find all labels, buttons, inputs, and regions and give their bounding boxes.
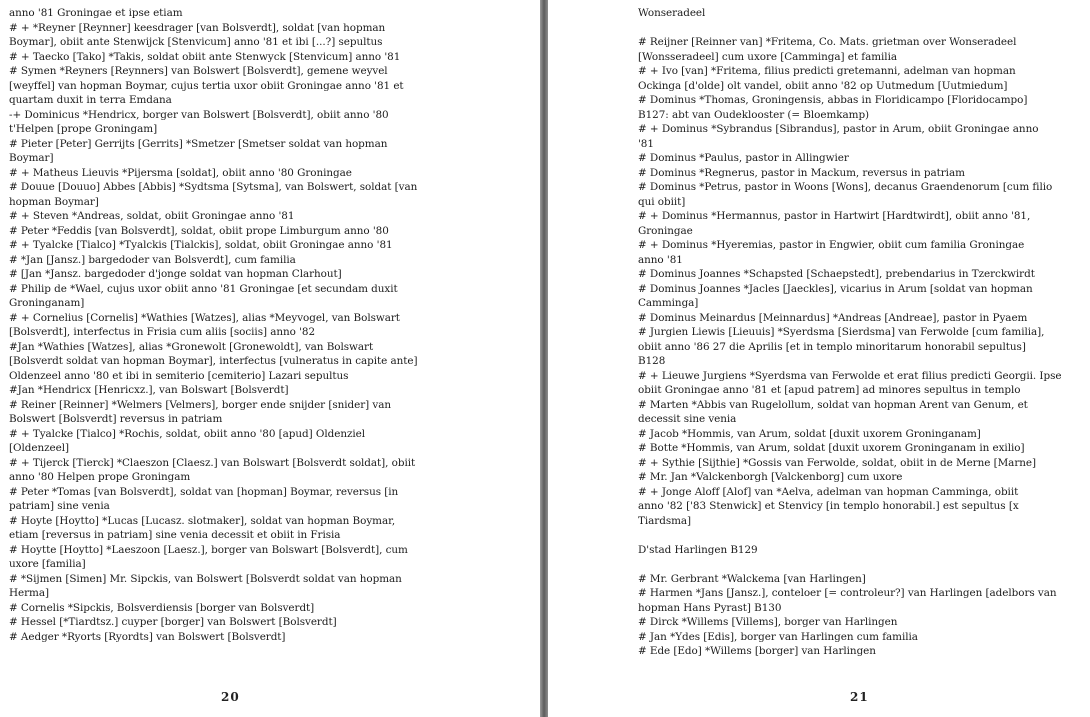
text-line: # Botte *Hommis, van Arum, soldat [duxit uxorem Groninganam in exilio] bbox=[638, 442, 1025, 454]
left-page-text bbox=[9, 6, 529, 644]
text-line bbox=[638, 21, 1090, 36]
text-line: # Symen *Reyners [Reynners] van Bolswert [Bolsverdt], gemene weyvel bbox=[9, 65, 388, 77]
text-line: # Mr. Jan *Valckenborgh [Valckenborg] cum uxore bbox=[638, 471, 903, 483]
text-line: # + Jonge Aloff [Alof] van *Aelva, adelman van hopman Camminga, obiit bbox=[638, 485, 1019, 498]
text-line: # Reijner [Reinner van] *Fritema, Co. Mats. grietman over Wonseradeel bbox=[638, 36, 1017, 48]
text-line: Herma] bbox=[9, 587, 49, 599]
text-line: # Peter *Feddis [van Bolsverdt], soldat, obiit prope Limburgum anno '80 bbox=[9, 224, 389, 237]
text-line: obiit Groningae anno '81 et [apud patrem] ad minores sepultus in templo bbox=[638, 384, 1021, 396]
text-line: Groninganam] bbox=[9, 297, 85, 309]
text-line: # [Jan *Jansz. bargedoder d'jonge soldat van hopman Clarhout] bbox=[9, 268, 342, 280]
text-line: t'Helpen [prope Groningam] bbox=[9, 123, 158, 135]
text-line: # Harmen *Jans [Jansz.], conteloer [= controleur?] van Harlingen [adelbors van bbox=[638, 587, 1057, 599]
text-line: anno '80 Helpen prope Groningam bbox=[9, 471, 191, 483]
text-line: decessit sine venia bbox=[638, 413, 737, 425]
text-line: # + Dominus *Hyeremias, pastor in Engwier, obiit cum familia Groningae bbox=[638, 239, 1025, 251]
left-page-number: 20 bbox=[221, 690, 240, 704]
text-line: Bolswert [Bolsverdt] reversus in patriam bbox=[9, 413, 223, 425]
text-line: # Jan *Ydes [Edis], borger van Harlingen cum familia bbox=[638, 630, 918, 643]
right-page bbox=[548, 0, 1090, 717]
text-line: # + Cornelius [Cornelis] *Wathies [Watzes], alias *Meyvogel, van Bolswart bbox=[9, 311, 400, 324]
text-line: Tiardsma] bbox=[638, 514, 692, 527]
text-line: # + Dominus *Sybrandus [Sibrandus], pastor in Arum, obiit Groningae anno bbox=[638, 123, 1039, 135]
text-line: Camminga] bbox=[638, 297, 699, 309]
text-line: # + Tijerck [Tierck] *Claeszon [Claesz.] van Bolswart [Bolsverdt soldat], obiit bbox=[9, 456, 416, 469]
text-line: # Mr. Gerbrant *Walckema [van Harlingen] bbox=[638, 572, 866, 585]
text-line: # + Dominus *Hermannus, pastor in Hartwirt [Hardtwirdt], obiit anno '81, bbox=[638, 210, 1031, 222]
text-line: # Marten *Abbis van Rugelollum, soldat van hopman Arent van Genum, et bbox=[638, 398, 1028, 411]
text-line: # *Jan [Jansz.] bargedoder van Bolsverdt], cum familia bbox=[9, 253, 296, 266]
text-line: Oldenzeel anno '80 et ibi in semiterio [cemiterio] Lazari sepultus bbox=[9, 369, 349, 382]
text-line: # Douue [Douuo] Abbes [Abbis] *Sydtsma [Sytsma], van Bolswert, soldat [van bbox=[9, 181, 418, 193]
text-line: #Jan *Hendricx [Henricxz.], van Bolswart [Bolsverdt] bbox=[9, 384, 289, 396]
text-line: etiam [reversus in patriam] sine venia decessit et obiit in Frisia bbox=[9, 529, 341, 541]
text-line: # + Steven *Andreas, soldat, obiit Groningae anno '81 bbox=[9, 210, 295, 222]
text-line: # Philip de *Wael, cujus uxor obiit anno '81 Groningae [et secundam duxit bbox=[9, 282, 398, 295]
text-line: anno '81 bbox=[638, 253, 683, 266]
text-line: # Reiner [Reinner] *Welmers [Velmers], borger ende snijder [snider] van bbox=[9, 398, 392, 411]
text-line: # Hessel [*Tiardtsz.] cuyper [borger] van Bolswert [Bolsverdt] bbox=[9, 616, 337, 628]
left-page bbox=[0, 0, 540, 717]
text-line: # Dominus Meinardus [Meinnardus] *Andreas [Andreae], pastor in Pyaem bbox=[638, 311, 1028, 324]
text-line: Groningae bbox=[638, 224, 693, 237]
text-line: # Hoytte [Hoytto] *Laeszoon [Laesz.], borger van Bolswart [Bolsverdt], cum bbox=[9, 543, 408, 556]
text-line: [Bolsverdt soldat van hopman Boymar], interfectus [vulneratus in capite ante] bbox=[9, 355, 418, 367]
text-line: Wonseradeel bbox=[638, 7, 706, 19]
text-line: # + Ivo [van] *Fritema, filius predicti gretemanni, adelman van hopman bbox=[638, 65, 1016, 77]
text-line: # + Tyalcke [Tialco] *Rochis, soldat, obiit anno '80 [apud] Oldenziel bbox=[9, 427, 366, 440]
text-line: # Dominus *Regnerus, pastor in Mackum, reversus in patriam bbox=[638, 166, 965, 179]
text-line: hopman Boymar] bbox=[9, 195, 99, 208]
text-line: B128 bbox=[638, 355, 666, 367]
text-line: # + Lieuwe Jurgiens *Syerdsma van Ferwolde et erat filius predicti Georgii. Ipse bbox=[638, 369, 1062, 382]
text-line: B127: abt van Oudeklooster (= Bloemkamp) bbox=[638, 108, 870, 121]
text-line: [Bolsverdt], interfectus in Frisia cum aliis [sociis] anno '82 bbox=[9, 326, 316, 338]
text-line: anno '81 Groningae et ipse etiam bbox=[9, 7, 183, 19]
text-line: Boymar] bbox=[9, 152, 54, 164]
text-line: qui obiit] bbox=[638, 195, 686, 208]
text-line: [Oldenzeel] bbox=[9, 442, 69, 454]
text-line: # Dominus *Petrus, pastor in Woons [Wons], decanus Graendenorum [cum filio bbox=[638, 181, 1053, 193]
text-line: # + Matheus Lieuvis *Pijersma [soldat], obiit anno '80 Groningae bbox=[9, 166, 352, 179]
text-line: hopman Hans Pyrast] B130 bbox=[638, 601, 782, 614]
text-line: Ockinga [d'olde] olt vandel, obiit anno '82 op Uutmedum [Uutmiedum] bbox=[638, 79, 1008, 92]
book-gutter bbox=[540, 0, 548, 717]
text-line: # Dominus *Paulus, pastor in Allingwier bbox=[638, 152, 849, 164]
text-line: obiit anno '86 27 die Aprilis [et in templo minoritarum honorabil sepultus] bbox=[638, 340, 1026, 353]
text-line: # Dominus Joannes *Jacles [Jaeckles], vicarius in Arum [soldat van hopman bbox=[638, 282, 1033, 295]
text-line: # + Tyalcke [Tialco] *Tyalckis [Tialckis], soldat, obiit Groningae anno '81 bbox=[9, 239, 393, 251]
text-line: # Jacob *Hommis, van Arum, soldat [duxit uxorem Groninganam] bbox=[638, 427, 981, 440]
text-line: # Pieter [Peter] Gerrijts [Gerrits] *Smetzer [Smetser soldat van hopman bbox=[9, 137, 388, 150]
text-line: patriam] sine venia bbox=[9, 500, 110, 512]
text-line: # + Sythie [Sijthie] *Gossis van Ferwolde, soldat, obiit in de Merne [Marne] bbox=[638, 456, 1036, 469]
text-line bbox=[638, 528, 1090, 543]
text-line: # Cornelis *Sipckis, Bolsverdiensis [borger van Bolsverdt] bbox=[9, 601, 315, 614]
text-line: #Jan *Wathies [Watzes], alias *Gronewolt [Gronewoldt], van Bolswart bbox=[9, 340, 374, 353]
text-line: # Peter *Tomas [van Bolsverdt], soldat van [hopman] Boymar, reversus [in bbox=[9, 485, 399, 498]
text-line: Boymar], obiit ante Stenwijck [Stenvicum] anno '81 et ibi [...?] sepultus bbox=[9, 36, 383, 48]
text-line bbox=[638, 557, 1090, 572]
text-line: # Hoyte [Hoytto] *Lucas [Lucasz. slotmaker], soldat van hopman Boymar, bbox=[9, 514, 396, 527]
right-page-number: 21 bbox=[850, 690, 869, 704]
text-line: -+ Dominicus *Hendricx, borger van Bolswert [Bolsverdt], obiit anno '80 bbox=[9, 108, 389, 121]
text-line: # Aedger *Ryorts [Ryordts] van Bolswert [Bolsverdt] bbox=[9, 630, 286, 643]
text-line: # Dominus Joannes *Schapsted [Schaepstedt], prebendarius in Tzerckwirdt bbox=[638, 268, 1035, 280]
text-line: # Dirck *Willems [Villems], borger van Harlingen bbox=[638, 616, 898, 628]
text-line: '81 bbox=[638, 137, 654, 150]
text-line: # Ede [Edo] *Willems [borger] van Harlingen bbox=[638, 645, 876, 657]
text-line: # Jurgien Liewis [Lieuuis] *Syerdsma [Sierdsma] van Ferwolde [cum familia], bbox=[638, 326, 1045, 338]
text-line: D'stad Harlingen B129 bbox=[638, 543, 758, 556]
text-line: uxore [familia] bbox=[9, 558, 86, 570]
text-line: anno '82 ['83 Stenwick] et Stenvicy [in templo honorabil.] est sepultus [x bbox=[638, 500, 1019, 512]
text-line: # + *Reyner [Reynner] keesdrager [van Bolsverdt], soldat [van hopman bbox=[9, 21, 386, 34]
text-line: quartam duxit in terra Emdana bbox=[9, 94, 172, 106]
text-line: [Wonsseradeel] cum uxore [Camminga] et familia bbox=[638, 50, 897, 63]
text-line: # *Sijmen [Simen] Mr. Sipckis, van Bolswert [Bolsverdt soldat van hopman bbox=[9, 572, 402, 585]
text-line: # Dominus *Thomas, Groningensis, abbas in Floridicampo [Floridocampo] bbox=[638, 94, 1028, 106]
text-line: [weyffel] van hopman Boymar, cujus tertia uxor obiit Groningae anno '81 et bbox=[9, 79, 404, 92]
right-page-text bbox=[638, 6, 1090, 659]
text-line: # + Taecko [Tako] *Takis, soldat obiit ante Stenwyck [Stenvicum] anno '81 bbox=[9, 50, 401, 63]
